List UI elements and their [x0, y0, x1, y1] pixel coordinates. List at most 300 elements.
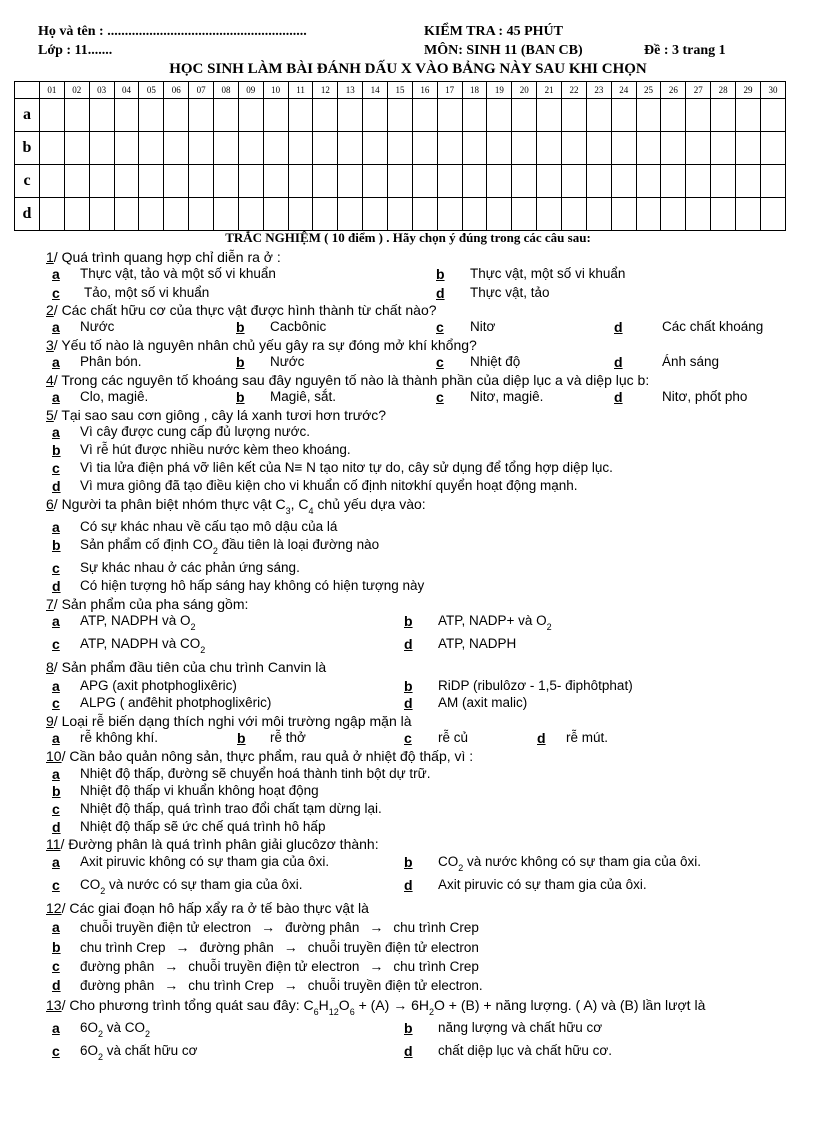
option-a-text: Nhiệt độ thấp, đường sẽ chuyển hoá thành tinh bột dự trữ. — [80, 766, 431, 781]
grid-col-header: 04 — [114, 82, 139, 99]
question-number: 2 — [46, 302, 54, 318]
option-a-text — [80, 1020, 150, 1039]
answer-cell[interactable] — [214, 198, 239, 231]
option-letter-d[interactable]: d — [404, 695, 413, 711]
option-letter-a[interactable]: a — [52, 854, 60, 870]
question-9 — [46, 713, 412, 729]
answer-cell[interactable] — [40, 198, 65, 231]
answer-cell[interactable] — [189, 198, 214, 231]
grid-row — [15, 165, 786, 198]
answer-cell[interactable] — [736, 99, 761, 132]
question-number: 10 — [46, 748, 62, 764]
option-letter-b[interactable]: b — [236, 354, 245, 370]
option-part: và CO — [103, 1020, 146, 1035]
question-number: 1 — [46, 249, 54, 265]
answer-cell[interactable] — [313, 198, 338, 231]
answer-cell[interactable] — [562, 198, 587, 231]
grid-row — [15, 132, 786, 165]
answer-cell[interactable] — [512, 198, 537, 231]
answer-cell[interactable] — [114, 132, 139, 165]
option-letter-a[interactable]: a — [52, 424, 60, 440]
answer-cell[interactable] — [661, 165, 686, 198]
option-part: CO — [438, 854, 459, 869]
answer-cell[interactable] — [462, 132, 487, 165]
option-c-text — [80, 636, 205, 655]
option-letter-b[interactable]: b — [52, 783, 61, 799]
question-11 — [46, 836, 379, 852]
answer-cell[interactable] — [537, 99, 562, 132]
question-4 — [46, 372, 649, 388]
option-c-text: ALPG ( anđêhit photphoglixêric) — [80, 695, 272, 710]
answer-cell[interactable] — [214, 132, 239, 165]
option-letter-d[interactable]: d — [537, 730, 546, 746]
grid-col-header: 11 — [288, 82, 313, 99]
option-letter-b[interactable]: b — [236, 389, 245, 405]
option-part: đường phân — [80, 959, 155, 974]
option-letter-d[interactable]: d — [404, 877, 413, 893]
option-a-text: Clo, magiê. — [80, 389, 149, 404]
question-text: / Yếu tố nào là nguyên nhân chủ yếu gây ra sự đóng mở khí khổng? — [53, 337, 477, 353]
option-part: 2 — [190, 622, 196, 632]
answer-cell[interactable] — [736, 198, 761, 231]
option-letter-a[interactable]: a — [52, 519, 60, 535]
option-part: chuỗi truyền điện tử electron — [188, 959, 360, 974]
option-d-text: AM (axit malic) — [438, 695, 528, 710]
option-c-text: Nitơ — [470, 319, 496, 334]
answer-cell[interactable] — [388, 165, 413, 198]
answer-cell[interactable] — [562, 132, 587, 165]
answer-cell[interactable] — [636, 132, 661, 165]
option-d-text: Ánh sáng — [662, 354, 720, 369]
answer-cell[interactable] — [636, 165, 661, 198]
option-part: và nước không có sự tham gia của ôxi. — [463, 854, 702, 869]
grid-col-header: 23 — [586, 82, 611, 99]
grid-corner — [15, 82, 40, 99]
option-letter-c[interactable]: c — [52, 636, 60, 652]
answer-cell[interactable] — [363, 165, 388, 198]
option-letter-c[interactable]: c — [52, 460, 60, 476]
answer-cell[interactable] — [363, 198, 388, 231]
option-b-text: Cacbônic — [270, 319, 327, 334]
option-d-text: Axit piruvic có sự tham gia của ôxi. — [438, 877, 647, 892]
answer-cell[interactable] — [288, 132, 313, 165]
answer-cell[interactable] — [288, 165, 313, 198]
option-letter-d[interactable]: d — [436, 285, 445, 301]
answer-cell[interactable] — [114, 99, 139, 132]
question-text: / Các giai đoạn hô hấp xẩy ra ở tế bào thực vật là — [61, 900, 369, 916]
answer-cell[interactable] — [586, 99, 611, 132]
question-text: / Sản phẩm của pha sáng gồm: — [53, 596, 249, 612]
option-b-text: Magiê, sắt. — [270, 389, 337, 404]
option-letter-b[interactable]: b — [404, 854, 413, 870]
option-c-text — [80, 877, 303, 896]
answer-cell[interactable] — [64, 99, 89, 132]
answer-cell[interactable] — [189, 132, 214, 165]
question-text: / Các chất hữu cơ của thực vật được hình thành từ chất nào? — [53, 302, 437, 318]
option-letter-c[interactable]: c — [436, 354, 444, 370]
answer-cell[interactable] — [288, 99, 313, 132]
option-b-text: Thực vật, một số vi khuẩn — [470, 266, 626, 281]
answer-cell[interactable] — [686, 198, 711, 231]
answer-cell[interactable] — [214, 165, 239, 198]
option-letter-d[interactable]: d — [52, 977, 61, 993]
answer-cell[interactable] — [512, 99, 537, 132]
option-c-text: Tảo, một số vi khuẩn — [84, 285, 210, 300]
grid-col-header: 03 — [89, 82, 114, 99]
text: , C — [290, 496, 309, 512]
answer-cell[interactable] — [363, 132, 388, 165]
option-letter-b[interactable]: b — [436, 266, 445, 282]
answer-cell[interactable] — [437, 132, 462, 165]
option-letter-c[interactable]: c — [52, 560, 60, 576]
answer-cell[interactable] — [263, 165, 288, 198]
option-letter-c[interactable]: c — [52, 877, 60, 893]
option-c-text — [80, 958, 479, 974]
arrow-icon: → — [175, 939, 190, 955]
answer-cell[interactable] — [338, 99, 363, 132]
answer-cell[interactable] — [139, 165, 164, 198]
answer-cell[interactable] — [388, 132, 413, 165]
answer-cell[interactable] — [263, 99, 288, 132]
grid-col-header: 28 — [711, 82, 736, 99]
answer-cell[interactable] — [40, 132, 65, 165]
answer-cell[interactable] — [462, 198, 487, 231]
answer-cell[interactable] — [661, 198, 686, 231]
answer-cell[interactable] — [40, 165, 65, 198]
option-letter-a[interactable]: a — [52, 730, 60, 746]
option-letter-d[interactable]: d — [52, 819, 61, 835]
grid-col-header: 02 — [64, 82, 89, 99]
answer-cell[interactable] — [64, 198, 89, 231]
question-text: / Người ta phân biệt nhóm thực vật C — [53, 496, 286, 512]
option-b-text: RiDP (ribulôzơ - 1,5- điphôtphat) — [438, 678, 633, 693]
equation-part: 6H — [407, 997, 430, 1013]
answer-cell[interactable] — [487, 132, 512, 165]
answer-cell[interactable] — [661, 132, 686, 165]
answer-cell[interactable] — [238, 198, 263, 231]
answer-cell[interactable] — [636, 198, 661, 231]
answer-cell[interactable] — [736, 132, 761, 165]
answer-cell[interactable] — [363, 99, 388, 132]
answer-cell[interactable] — [313, 165, 338, 198]
answer-cell[interactable] — [462, 165, 487, 198]
answer-cell[interactable] — [586, 132, 611, 165]
grid-col-header: 12 — [313, 82, 338, 99]
grid-row — [15, 99, 786, 132]
answer-cell[interactable] — [760, 165, 785, 198]
answer-cell[interactable] — [412, 165, 437, 198]
answer-cell[interactable] — [164, 198, 189, 231]
option-d-text: Các chất khoáng — [662, 319, 764, 334]
option-part: chu trình Crep — [80, 940, 166, 955]
grid-col-header: 18 — [462, 82, 487, 99]
option-part: đường phân — [80, 978, 155, 993]
option-letter-d[interactable]: d — [404, 1043, 413, 1059]
grid-col-header: 19 — [487, 82, 512, 99]
grid-col-header: 09 — [238, 82, 263, 99]
grid-col-header: 20 — [512, 82, 537, 99]
question-number: 8 — [46, 659, 54, 675]
answer-cell[interactable] — [537, 198, 562, 231]
answer-cell[interactable] — [661, 99, 686, 132]
answer-cell[interactable] — [64, 165, 89, 198]
option-letter-b[interactable]: b — [404, 1020, 413, 1036]
answer-cell[interactable] — [338, 198, 363, 231]
section-title: TRẮC NGHIỆM ( 10 điểm ) . Hãy chọn ý đúng trong các câu sau: — [225, 230, 591, 245]
answer-cell[interactable] — [238, 132, 263, 165]
option-b-text: Nhiệt độ thấp vi khuẩn không hoạt động — [80, 783, 319, 798]
answer-cell[interactable] — [313, 132, 338, 165]
option-letter-b[interactable]: b — [237, 730, 246, 746]
question-3 — [46, 337, 477, 353]
option-part: chu trình Crep — [188, 978, 274, 993]
answer-cell[interactable] — [412, 99, 437, 132]
answer-cell[interactable] — [686, 165, 711, 198]
answer-cell[interactable] — [164, 132, 189, 165]
answer-cell[interactable] — [263, 132, 288, 165]
class-label: Lớp : 11....... — [38, 43, 113, 58]
option-part: ATP, NADPH và O — [80, 613, 191, 628]
option-letter-a[interactable]: a — [52, 613, 60, 629]
option-letter-a[interactable]: a — [52, 1020, 60, 1036]
grid-col-header: 06 — [164, 82, 189, 99]
option-letter-b[interactable]: b — [52, 442, 61, 458]
option-letter-d[interactable]: d — [614, 319, 623, 335]
answer-cell[interactable] — [189, 99, 214, 132]
option-a-text — [80, 613, 196, 632]
option-letter-a[interactable]: a — [52, 766, 60, 782]
arrow-icon: → — [164, 977, 179, 993]
grid-row-label: c — [15, 165, 40, 198]
option-b-text — [80, 939, 479, 955]
option-part: 6O — [80, 1043, 99, 1058]
answer-cell[interactable] — [412, 132, 437, 165]
option-letter-d[interactable]: d — [52, 578, 61, 594]
answer-cell[interactable] — [437, 99, 462, 132]
answer-cell[interactable] — [388, 99, 413, 132]
option-letter-b[interactable]: b — [52, 537, 61, 553]
question-text: / Quá trình quang hợp chỉ diễn ra ở : — [53, 249, 281, 265]
grid-col-header: 26 — [661, 82, 686, 99]
answer-cell[interactable] — [512, 165, 537, 198]
option-letter-c[interactable]: c — [52, 695, 60, 711]
option-part: 2 — [98, 1052, 104, 1062]
option-letter-c[interactable]: c — [404, 730, 412, 746]
option-a-text: Phân bón. — [80, 354, 142, 369]
answer-cell[interactable] — [89, 165, 114, 198]
option-part: đường phân — [285, 920, 360, 935]
arrow-icon: → — [369, 958, 384, 974]
arrow-icon: → — [283, 977, 298, 993]
answer-cell[interactable] — [313, 99, 338, 132]
grid-row-label: d — [15, 198, 40, 231]
answer-cell[interactable] — [686, 132, 711, 165]
answer-cell[interactable] — [64, 132, 89, 165]
option-d-text: rễ mút. — [566, 730, 609, 745]
question-text: / Cần bảo quản nông sản, thực phẩm, rau quả ở nhiệt độ thấp, vì : — [61, 748, 474, 764]
option-d-text: ATP, NADPH — [438, 636, 517, 651]
option-part: và chất hữu cơ — [103, 1043, 198, 1058]
option-part: 2 — [100, 886, 106, 896]
option-letter-b[interactable]: b — [236, 319, 245, 335]
answer-cell[interactable] — [164, 165, 189, 198]
option-b-text — [438, 613, 552, 632]
equation-part: + (A) — [354, 997, 394, 1013]
answer-cell[interactable] — [437, 165, 462, 198]
answer-cell[interactable] — [114, 165, 139, 198]
answer-cell[interactable] — [89, 198, 114, 231]
equation-part: H — [318, 997, 329, 1013]
option-letter-c[interactable]: c — [52, 1043, 60, 1059]
option-c-text: Sự khác nhau ở các phản ứng sáng. — [80, 560, 300, 575]
answer-cell[interactable] — [686, 99, 711, 132]
answer-cell[interactable] — [760, 132, 785, 165]
answer-cell[interactable] — [487, 165, 512, 198]
answer-cell[interactable] — [512, 132, 537, 165]
option-letter-a[interactable]: a — [52, 319, 60, 335]
option-letter-d[interactable]: d — [614, 354, 623, 370]
answer-cell[interactable] — [338, 132, 363, 165]
answer-cell[interactable] — [537, 165, 562, 198]
question-text: / Loại rễ biến dạng thích nghi với môi trường ngập mặn là — [53, 713, 412, 729]
grid-row — [15, 198, 786, 231]
option-part: và nước có sự tham gia của ôxi. — [105, 877, 303, 892]
option-b-text: năng lượng và chất hữu cơ — [438, 1020, 603, 1035]
answer-cell[interactable] — [238, 99, 263, 132]
answer-cell[interactable] — [736, 165, 761, 198]
grid-col-header: 16 — [412, 82, 437, 99]
answer-cell[interactable] — [288, 198, 313, 231]
option-c-text: Nhiệt độ thấp, quá trình trao đổi chất tạm dừng lại. — [80, 801, 382, 816]
option-c-text — [80, 1043, 197, 1062]
answer-cell[interactable] — [711, 165, 736, 198]
answer-cell[interactable] — [760, 198, 785, 231]
option-a-text: Thực vật, tảo và một số vi khuẩn — [80, 266, 276, 281]
grid-col-header: 25 — [636, 82, 661, 99]
answer-cell[interactable] — [711, 99, 736, 132]
option-part: CO — [80, 877, 101, 892]
question-13 — [46, 997, 705, 1017]
answer-cell[interactable] — [412, 198, 437, 231]
option-letter-c[interactable]: c — [52, 285, 60, 301]
option-letter-b[interactable]: b — [52, 939, 61, 955]
option-letter-a[interactable]: a — [52, 678, 60, 694]
option-letter-b[interactable]: b — [404, 678, 413, 694]
option-letter-a[interactable]: a — [52, 266, 60, 282]
answer-cell[interactable] — [562, 165, 587, 198]
answer-cell[interactable] — [139, 99, 164, 132]
option-part: chuỗi truyền điện tử electron — [80, 920, 252, 935]
answer-cell[interactable] — [711, 132, 736, 165]
question-8 — [46, 659, 326, 675]
arrow-icon: → — [283, 939, 298, 955]
grid-col-header: 29 — [736, 82, 761, 99]
option-letter-c[interactable]: c — [436, 389, 444, 405]
option-part: chu trình Crep — [393, 959, 479, 974]
question-number: 7 — [46, 596, 54, 612]
option-letter-a[interactable]: a — [52, 389, 60, 405]
grid-col-header: 08 — [214, 82, 239, 99]
option-letter-d[interactable]: d — [52, 478, 61, 494]
option-part: ATP, NADPH và CO — [80, 636, 201, 651]
question-2 — [46, 302, 437, 318]
option-letter-a[interactable]: a — [52, 354, 60, 370]
answer-cell[interactable] — [562, 99, 587, 132]
answer-cell[interactable] — [189, 165, 214, 198]
answer-cell[interactable] — [462, 99, 487, 132]
instruction-title: HỌC SINH LÀM BÀI ĐÁNH DẤU X VÀO BẢNG NÀY SAU KHI CHỌN — [169, 61, 647, 77]
question-10 — [46, 748, 473, 764]
answer-cell[interactable] — [487, 99, 512, 132]
grid-col-header: 14 — [363, 82, 388, 99]
answer-cell[interactable] — [338, 165, 363, 198]
question-text: / Trong các nguyên tố khoáng sau đây nguyên tố nào là thành phần của diệp lục a và diệp lục b: — [53, 372, 650, 388]
answer-cell[interactable] — [586, 165, 611, 198]
answer-cell[interactable] — [139, 132, 164, 165]
option-letter-c[interactable]: c — [52, 801, 60, 817]
answer-cell[interactable] — [214, 99, 239, 132]
grid-row-label: b — [15, 132, 40, 165]
question-6 — [46, 496, 426, 516]
answer-cell[interactable] — [164, 99, 189, 132]
answer-cell[interactable] — [711, 198, 736, 231]
subject-label: MÔN: SINH 11 (BAN CB) — [424, 43, 583, 58]
option-b-text — [438, 854, 701, 873]
answer-cell[interactable] — [114, 198, 139, 231]
answer-cell[interactable] — [139, 198, 164, 231]
answer-cell[interactable] — [437, 198, 462, 231]
option-c-text: Nhiệt độ — [470, 354, 521, 369]
answer-cell[interactable] — [89, 132, 114, 165]
equation-part: O — [338, 997, 350, 1013]
answer-cell[interactable] — [611, 165, 636, 198]
option-part: đường phân — [199, 940, 274, 955]
answer-cell[interactable] — [487, 198, 512, 231]
question-text: / Sản phẩm đầu tiên của chu trình Canvin là — [53, 659, 327, 675]
option-a-text: Có sự khác nhau về cấu tạo mô dậu của lá — [80, 519, 338, 534]
option-letter-c[interactable]: c — [52, 958, 60, 974]
answer-cell[interactable] — [388, 198, 413, 231]
option-letter-c[interactable]: c — [436, 319, 444, 335]
grid-col-header: 30 — [760, 82, 785, 99]
option-d-text: Có hiện tượng hô hấp sáng hay không có hiện tượng này — [80, 578, 425, 593]
answer-cell[interactable] — [611, 198, 636, 231]
answer-cell[interactable] — [586, 198, 611, 231]
answer-cell[interactable] — [537, 132, 562, 165]
option-part: 6O — [80, 1020, 99, 1035]
option-letter-d[interactable]: d — [404, 636, 413, 652]
option-b-text: rễ thở — [270, 730, 306, 745]
answer-cell[interactable] — [40, 99, 65, 132]
answer-cell[interactable] — [611, 132, 636, 165]
answer-cell[interactable] — [636, 99, 661, 132]
option-a-text — [80, 919, 479, 935]
grid-row-label: a — [15, 99, 40, 132]
grid-col-header: 17 — [437, 82, 462, 99]
option-letter-b[interactable]: b — [404, 613, 413, 629]
exam-label: KIỂM TRA : 45 PHÚT — [424, 24, 563, 39]
question-number: 3 — [46, 337, 54, 353]
answer-cell[interactable] — [611, 99, 636, 132]
option-b-text — [80, 537, 379, 556]
option-a-text: Axit piruvic không có sự tham gia của ôxi. — [80, 854, 330, 869]
option-letter-a[interactable]: a — [52, 919, 60, 935]
answer-cell[interactable] — [238, 165, 263, 198]
answer-cell[interactable] — [760, 99, 785, 132]
answer-cell[interactable] — [263, 198, 288, 231]
answer-cell[interactable] — [89, 99, 114, 132]
option-letter-d[interactable]: d — [614, 389, 623, 405]
